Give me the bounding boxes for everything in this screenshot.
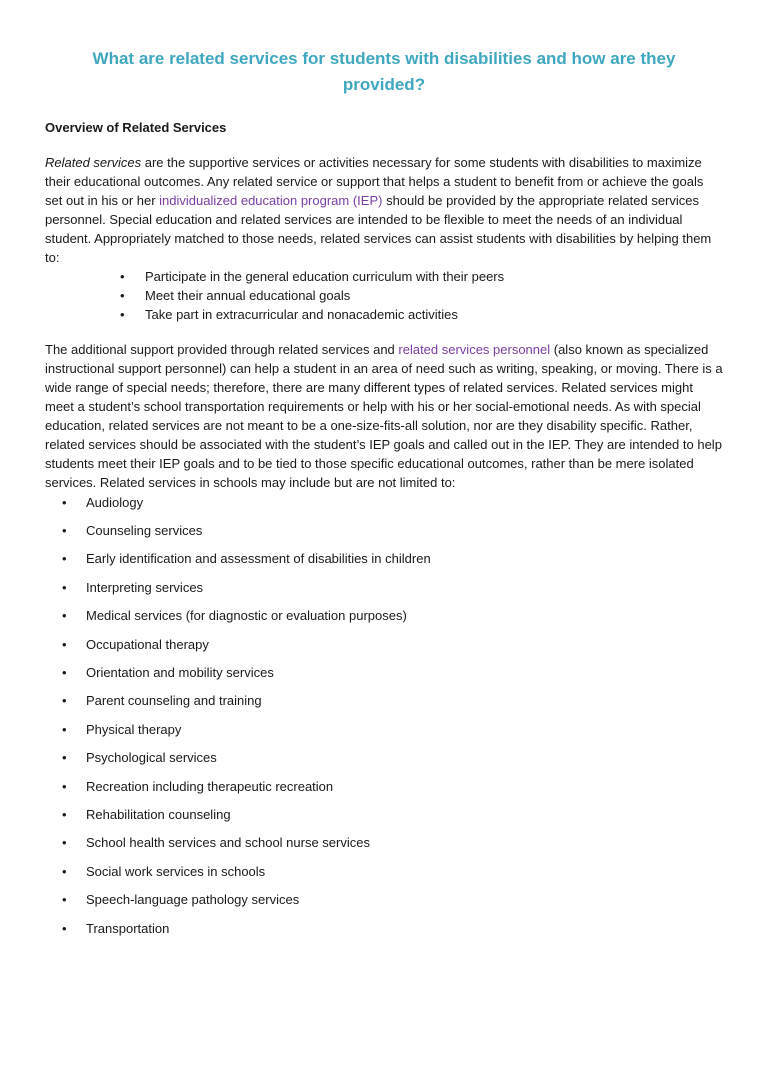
list-item: • Social work services in schools bbox=[62, 862, 723, 890]
list-item: • Medical services (for diagnostic or evaluation purposes) bbox=[62, 606, 723, 634]
list-item: • Orientation and mobility services bbox=[62, 663, 723, 691]
list-item: • Early identification and assessment of disabilities in children bbox=[62, 549, 723, 577]
services-list bbox=[45, 493, 723, 947]
list-item: • Audiology bbox=[62, 493, 723, 521]
iep-link[interactable]: individualized education program (IEP) bbox=[159, 192, 383, 208]
document-page bbox=[0, 46, 768, 1070]
paragraph-text: (also known as specialized instructional support personnel) can help a student in an area of need such as writing, speaking, or moving. There is a wide range of special needs; therefore, there are many different types of related services. Related services might meet a student’s school transportation requirements or help with his or her social-emotional needs. As with special education, related services are not meant to be a one-size-fits-all solution, nor are they disability specific. Rather, related services should be associated with the student’s IEP goals and called out in the IEP. They are intended to help students meet their IEP goals and to be tied to those specific educational outcomes, rather than be mere isolated services. Related services in schools may include but are not limited to: bbox=[45, 342, 723, 490]
list-item: • Speech-language pathology services bbox=[62, 890, 723, 918]
paragraph-related-services bbox=[45, 154, 723, 267]
list-item: • Counseling services bbox=[62, 521, 723, 549]
list-item: • Transportation bbox=[62, 919, 723, 947]
list-item: • Occupational therapy bbox=[62, 635, 723, 663]
list-item: • Recreation including therapeutic recreation bbox=[62, 777, 723, 805]
list-item: • Parent counseling and training bbox=[62, 691, 723, 719]
helping-list bbox=[45, 267, 723, 324]
list-item: • Take part in extracurricular and nonacademic activities bbox=[120, 305, 723, 324]
paragraph-text: should be provided by the appropriate related services personnel. Special education and related services are intended to be flexible to meet the needs of an individual student. Appropriately matched to those needs, related services can assist students with disabilities by helping them to: bbox=[45, 192, 712, 265]
list-item: • Meet their annual educational goals bbox=[120, 286, 723, 305]
list-item: • Psychological services bbox=[62, 748, 723, 776]
list-item: • School health services and school nurse services bbox=[62, 833, 723, 861]
list-item: • Physical therapy bbox=[62, 720, 723, 748]
list-item: • Rehabilitation counseling bbox=[62, 805, 723, 833]
paragraph-text: are the supportive services or activities necessary for some students with disabilities to maximize their educational outcomes. Any related service or support that helps a student to benefit from or achieve the goals set out in his or her bbox=[45, 155, 704, 208]
related-services-personnel-link[interactable]: related services personnel bbox=[398, 342, 551, 358]
page-title: What are related services for students with disabilities and how are they provided? bbox=[92, 49, 676, 94]
related-services-term: Related services bbox=[45, 155, 142, 170]
paragraph-additional-support bbox=[45, 341, 723, 492]
list-item: • Interpreting services bbox=[62, 578, 723, 606]
list-item: • Participate in the general education curriculum with their peers bbox=[120, 267, 723, 286]
section-heading: Overview of Related Services bbox=[45, 120, 227, 135]
paragraph-text: The additional support provided through related services and bbox=[45, 342, 399, 358]
